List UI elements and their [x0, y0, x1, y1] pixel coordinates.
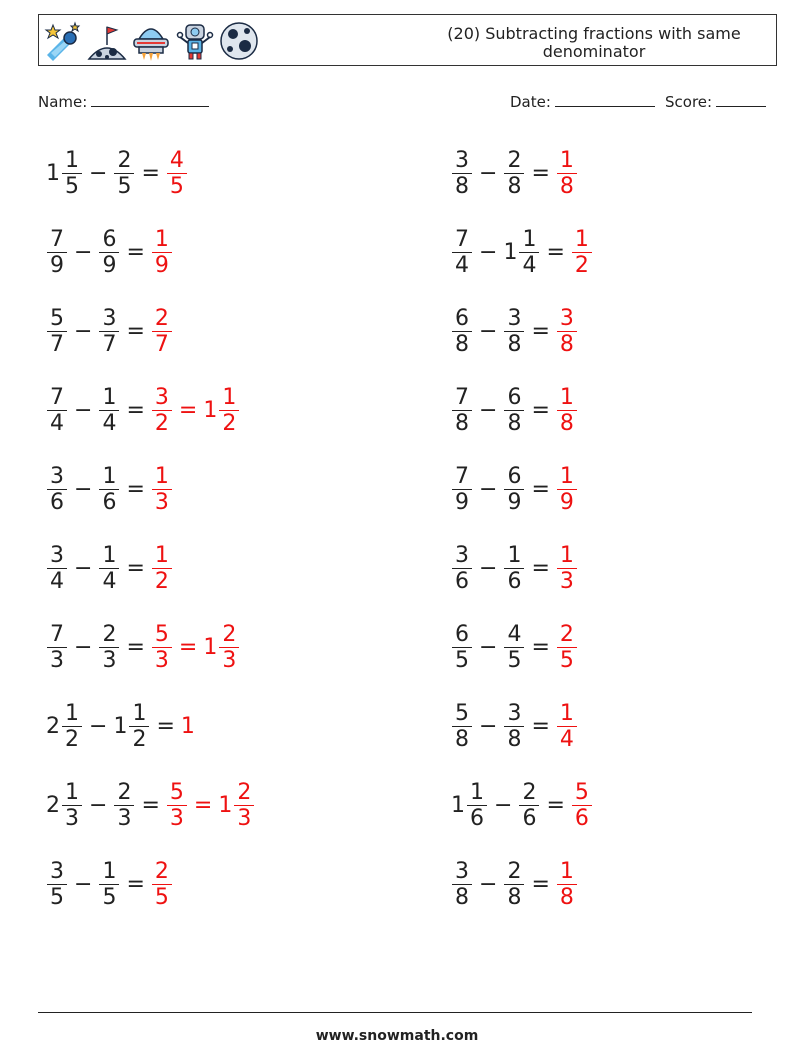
answer-numerator: 3: [559, 305, 574, 331]
mixed-answer-numerator: 2: [237, 779, 252, 805]
answer: [151, 385, 240, 436]
answer-denominator: 2: [574, 252, 589, 278]
planet-icon: [219, 19, 259, 63]
subtrahend-numerator: 1: [102, 463, 117, 489]
comet-icon: [43, 19, 83, 63]
answer-denominator: 3: [559, 568, 574, 594]
minus-sign: −: [479, 476, 498, 502]
answer: [556, 148, 578, 199]
answer: [556, 306, 578, 357]
answer: [166, 148, 188, 199]
minuend-fraction: [47, 859, 67, 910]
date-blank[interactable]: [555, 92, 655, 107]
minuend-denominator: 4: [455, 252, 469, 278]
minuend-denominator: 5: [65, 173, 79, 199]
mixed-answer-whole: 1: [203, 397, 218, 423]
score-label: Score:: [665, 93, 713, 111]
subtrahend-numerator: 3: [507, 305, 522, 331]
problem-item: [451, 617, 578, 677]
answer-denominator: 3: [154, 489, 169, 515]
footer-divider: [38, 1012, 752, 1013]
minuend-fraction: [452, 859, 472, 910]
problem-item: [46, 143, 188, 203]
answer-numerator: 1: [154, 226, 169, 252]
minus-sign: −: [479, 160, 498, 186]
answer: [571, 227, 593, 278]
name-field[interactable]: [38, 92, 209, 111]
problem-item: [46, 459, 173, 519]
minus-sign: −: [74, 397, 93, 423]
equals-sign: =: [531, 160, 550, 186]
answer-denominator: 8: [559, 331, 574, 357]
minuend-denominator: 9: [455, 489, 469, 515]
subtrahend-fraction: [519, 780, 539, 831]
minuend-denominator: 3: [50, 647, 64, 673]
minuend-fraction: [47, 543, 67, 594]
subtrahend-numerator: 2: [117, 779, 132, 805]
subtrahend-numerator: 2: [507, 858, 522, 884]
mixed-answer-denominator: 3: [222, 647, 237, 673]
subtrahend-denominator: 4: [102, 568, 117, 594]
equals-sign: =: [531, 318, 550, 344]
answer-numerator: 1: [559, 858, 574, 884]
answer: [556, 464, 578, 515]
equals-sign: =: [126, 555, 145, 581]
answer-numerator: 5: [154, 621, 169, 647]
minuend-denominator: 6: [470, 805, 484, 831]
problem-item: [451, 301, 578, 361]
subtrahend-fraction: [504, 859, 524, 910]
answer-fraction: [557, 622, 577, 673]
minuend-whole: 1: [46, 160, 60, 186]
answer-denominator: 8: [559, 884, 574, 910]
answer-fraction: [152, 859, 172, 910]
mixed-answer-numerator: 1: [222, 384, 237, 410]
answer-numerator: 1: [559, 463, 574, 489]
minus-sign: −: [479, 397, 498, 423]
subtrahend-fraction: [504, 306, 524, 357]
problem-item: [451, 775, 593, 835]
answer-equals-sign: =: [193, 792, 213, 818]
minuend-numerator: 7: [455, 384, 469, 410]
equals-sign: =: [531, 555, 550, 581]
subtrahend-denominator: 7: [102, 331, 117, 357]
subtrahend-numerator: 1: [522, 226, 537, 252]
subtrahend-denominator: 4: [102, 410, 117, 436]
answer-fraction: [152, 227, 172, 278]
answer: [556, 385, 578, 436]
answer-denominator: 6: [574, 805, 589, 831]
mixed-answer-whole: 1: [218, 792, 233, 818]
minus-sign: −: [74, 476, 93, 502]
problem-item: [451, 854, 578, 914]
subtrahend-fraction: [99, 306, 119, 357]
subtrahend-fraction: [504, 464, 524, 515]
minus-sign: −: [479, 239, 498, 265]
subtrahend-denominator: 3: [102, 647, 117, 673]
problem-item: [46, 696, 196, 756]
problem-item: [46, 538, 173, 598]
answer-numerator: 1: [559, 147, 574, 173]
answer-denominator: 5: [154, 884, 169, 910]
answer-fraction: [572, 780, 592, 831]
equals-sign: =: [546, 792, 565, 818]
answer-numerator: 1: [559, 542, 574, 568]
subtrahend-denominator: 5: [507, 647, 522, 673]
minuend-whole: 1: [451, 792, 465, 818]
answer-numerator: 5: [574, 779, 589, 805]
minuend-fraction: [452, 227, 472, 278]
equals-sign: =: [126, 871, 145, 897]
answer-fraction: [557, 385, 577, 436]
minuend-fraction: [467, 780, 487, 831]
minuend-numerator: 1: [65, 147, 79, 173]
subtrahend-fraction: [99, 859, 119, 910]
subtrahend-numerator: 1: [132, 700, 147, 726]
subtrahend-denominator: 8: [507, 331, 522, 357]
minuend-fraction: [47, 464, 67, 515]
answer-numerator: 4: [169, 147, 184, 173]
minuend-fraction: [62, 701, 82, 752]
minuend-numerator: 3: [50, 542, 64, 568]
problem-item: [451, 380, 578, 440]
minuend-numerator: 6: [455, 621, 469, 647]
minuend-denominator: 2: [65, 726, 79, 752]
problem-item: [46, 617, 240, 677]
minuend-denominator: 6: [455, 568, 469, 594]
subtrahend-numerator: 1: [102, 542, 117, 568]
subtrahend-numerator: 6: [507, 463, 522, 489]
equals-sign: =: [126, 239, 145, 265]
problem-item: [451, 143, 578, 203]
subtrahend-fraction: [504, 148, 524, 199]
answer-denominator: 4: [559, 726, 574, 752]
minuend-denominator: 8: [455, 726, 469, 752]
minuend-fraction: [47, 227, 67, 278]
problem-item: [451, 222, 593, 282]
answer-fraction: [572, 227, 592, 278]
answer-numerator: 2: [559, 621, 574, 647]
minuend-denominator: 8: [455, 884, 469, 910]
minuend-denominator: 6: [50, 489, 64, 515]
subtrahend-fraction: [129, 701, 149, 752]
name-label: Name:: [38, 93, 88, 111]
subtrahend-numerator: 6: [102, 226, 117, 252]
problem-item: [46, 854, 173, 914]
answer-fraction: [152, 306, 172, 357]
equals-sign: =: [531, 397, 550, 423]
minuend-fraction: [62, 148, 82, 199]
worksheet-title: (20) Subtracting fractions with same denominator: [447, 24, 741, 61]
answer-fraction: [557, 306, 577, 357]
date-field[interactable]: [510, 92, 655, 111]
minuend-denominator: 8: [455, 173, 469, 199]
minuend-numerator: 7: [455, 463, 469, 489]
equals-sign: =: [531, 634, 550, 660]
equals-sign: =: [531, 476, 550, 502]
answer-fraction: [557, 464, 577, 515]
equals-sign: =: [126, 476, 145, 502]
subtrahend-whole: 1: [113, 713, 128, 739]
subtrahend-fraction: [99, 543, 119, 594]
answer: [181, 714, 196, 739]
ufo-icon: [131, 19, 171, 63]
answer: [151, 859, 173, 910]
mixed-answer-fraction: [234, 780, 254, 831]
equals-sign: =: [531, 871, 550, 897]
subtrahend-denominator: 2: [132, 726, 147, 752]
answer-denominator: 3: [154, 647, 169, 673]
minus-sign: −: [74, 634, 93, 660]
subtrahend-numerator: 2: [117, 147, 132, 173]
minuend-fraction: [452, 148, 472, 199]
answer-numerator: 3: [154, 384, 169, 410]
answer: [151, 464, 173, 515]
minuend-denominator: 8: [455, 410, 469, 436]
problem-item: [46, 775, 255, 835]
equals-sign: =: [546, 239, 565, 265]
score-blank[interactable]: [716, 92, 766, 107]
minuend-numerator: 3: [455, 542, 469, 568]
robot-icon: [175, 19, 215, 63]
minuend-numerator: 7: [455, 226, 469, 252]
minuend-numerator: 3: [455, 147, 469, 173]
minus-sign: −: [479, 713, 498, 739]
minuend-fraction: [452, 543, 472, 594]
answer-denominator: 5: [559, 647, 574, 673]
minus-sign: −: [74, 555, 93, 581]
minuend-numerator: 1: [65, 700, 79, 726]
subtrahend-fraction: [114, 780, 134, 831]
subtrahend-numerator: 2: [102, 621, 117, 647]
problem-item: [451, 459, 578, 519]
mixed-answer-fraction: [219, 622, 239, 673]
answer-fraction: [152, 464, 172, 515]
header-icons: [43, 19, 259, 63]
minuend-denominator: 9: [50, 252, 64, 278]
minus-sign: −: [89, 792, 108, 818]
minus-sign: −: [89, 713, 108, 739]
subtrahend-fraction: [504, 701, 524, 752]
problem-item: [46, 301, 173, 361]
subtrahend-denominator: 8: [507, 173, 522, 199]
problem-item: [451, 538, 578, 598]
subtrahend-fraction: [504, 543, 524, 594]
minuend-fraction: [452, 306, 472, 357]
mixed-answer-whole: 1: [203, 634, 218, 660]
score-field[interactable]: [665, 92, 766, 111]
minuend-fraction: [47, 306, 67, 357]
minus-sign: −: [479, 871, 498, 897]
minuend-whole: 2: [46, 713, 60, 739]
worksheet-header: [38, 14, 777, 66]
subtrahend-fraction: [99, 464, 119, 515]
answer-numerator: 1: [154, 542, 169, 568]
answer: [151, 543, 173, 594]
minuend-numerator: 5: [50, 305, 64, 331]
subtrahend-denominator: 9: [102, 252, 117, 278]
subtrahend-numerator: 3: [102, 305, 117, 331]
subtrahend-numerator: 1: [102, 384, 117, 410]
equals-sign: =: [141, 160, 160, 186]
minus-sign: −: [494, 792, 513, 818]
minuend-denominator: 4: [50, 410, 64, 436]
subtrahend-fraction: [519, 227, 539, 278]
minus-sign: −: [479, 555, 498, 581]
minuend-numerator: 7: [50, 384, 64, 410]
answer: [166, 780, 255, 831]
minuend-fraction: [47, 385, 67, 436]
moon-flag-icon: [87, 19, 127, 63]
minuend-fraction: [452, 464, 472, 515]
answer-fraction: [167, 780, 187, 831]
subtrahend-denominator: 8: [507, 726, 522, 752]
answer: [151, 622, 240, 673]
minuend-whole: 2: [46, 792, 60, 818]
subtrahend-fraction: [99, 227, 119, 278]
problem-item: [46, 222, 173, 282]
equals-sign: =: [126, 318, 145, 344]
subtrahend-fraction: [504, 622, 524, 673]
minuend-fraction: [452, 385, 472, 436]
minuend-denominator: 7: [50, 331, 64, 357]
subtrahend-numerator: 1: [102, 858, 117, 884]
answer-denominator: 8: [559, 173, 574, 199]
answer-denominator: 5: [169, 173, 184, 199]
answer: [151, 227, 173, 278]
equals-sign: =: [156, 713, 175, 739]
minuend-denominator: 3: [65, 805, 79, 831]
answer-denominator: 3: [169, 805, 184, 831]
minuend-denominator: 5: [455, 647, 469, 673]
subtrahend-denominator: 6: [102, 489, 117, 515]
mixed-answer-denominator: 3: [237, 805, 252, 831]
answer-fraction: [167, 148, 187, 199]
answer-numerator: 5: [169, 779, 184, 805]
minuend-fraction: [47, 622, 67, 673]
answer-fraction: [152, 385, 172, 436]
subtrahend-denominator: 5: [117, 173, 132, 199]
answer: [571, 780, 593, 831]
subtrahend-denominator: 5: [102, 884, 117, 910]
answer-numerator: 1: [559, 700, 574, 726]
answer-denominator: 8: [559, 410, 574, 436]
subtrahend-denominator: 6: [522, 805, 537, 831]
answer-fraction: [557, 859, 577, 910]
answer: [556, 701, 578, 752]
answer-numerator: 2: [154, 305, 169, 331]
subtrahend-numerator: 4: [507, 621, 522, 647]
mixed-answer-numerator: 2: [222, 621, 237, 647]
subtrahend-denominator: 6: [507, 568, 522, 594]
minuend-denominator: 5: [50, 884, 64, 910]
answer: [556, 622, 578, 673]
problem-item: [451, 696, 578, 756]
answer-numerator: 1: [154, 463, 169, 489]
minuend-fraction: [452, 701, 472, 752]
minuend-numerator: 3: [455, 858, 469, 884]
minuend-numerator: 3: [50, 463, 64, 489]
footer-url: www.snowmath.com: [315, 1028, 479, 1044]
minus-sign: −: [479, 318, 498, 344]
subtrahend-denominator: 9: [507, 489, 522, 515]
minuend-fraction: [62, 780, 82, 831]
minus-sign: −: [479, 634, 498, 660]
answer-denominator: 9: [154, 252, 169, 278]
answer-denominator: 2: [154, 568, 169, 594]
minuend-numerator: 5: [455, 700, 469, 726]
answer-fraction: [557, 701, 577, 752]
subtrahend-numerator: 2: [522, 779, 537, 805]
minuend-numerator: 3: [50, 858, 64, 884]
minuend-denominator: 4: [50, 568, 64, 594]
answer-whole: 1: [180, 713, 195, 739]
answer-denominator: 7: [154, 331, 169, 357]
problem-item: [46, 380, 240, 440]
subtrahend-numerator: 6: [507, 384, 522, 410]
answer: [556, 543, 578, 594]
answer-denominator: 9: [559, 489, 574, 515]
subtrahend-fraction: [99, 385, 119, 436]
answer: [556, 859, 578, 910]
answer-equals-sign: =: [178, 634, 198, 660]
subtrahend-fraction: [504, 385, 524, 436]
subtrahend-denominator: 4: [522, 252, 537, 278]
equals-sign: =: [126, 634, 145, 660]
subtrahend-fraction: [114, 148, 134, 199]
mixed-answer-fraction: [219, 385, 239, 436]
equals-sign: =: [126, 397, 145, 423]
minuend-numerator: 7: [50, 621, 64, 647]
minuend-numerator: 1: [470, 779, 484, 805]
answer-equals-sign: =: [178, 397, 198, 423]
subtrahend-fraction: [99, 622, 119, 673]
answer-fraction: [557, 543, 577, 594]
mixed-answer-denominator: 2: [222, 410, 237, 436]
subtrahend-denominator: 3: [117, 805, 132, 831]
answer-numerator: 1: [559, 384, 574, 410]
answer-numerator: 2: [154, 858, 169, 884]
subtrahend-numerator: 1: [507, 542, 522, 568]
minuend-numerator: 1: [65, 779, 79, 805]
date-label: Date:: [510, 93, 551, 111]
minus-sign: −: [74, 318, 93, 344]
subtrahend-numerator: 3: [507, 700, 522, 726]
minuend-denominator: 8: [455, 331, 469, 357]
answer-fraction: [557, 148, 577, 199]
subtrahend-numerator: 2: [507, 147, 522, 173]
name-blank[interactable]: [91, 92, 209, 107]
minus-sign: −: [74, 871, 93, 897]
subtrahend-whole: 1: [503, 239, 518, 265]
answer-fraction: [152, 543, 172, 594]
minus-sign: −: [89, 160, 108, 186]
answer-denominator: 2: [154, 410, 169, 436]
minuend-fraction: [452, 622, 472, 673]
minuend-numerator: 7: [50, 226, 64, 252]
answer-fraction: [152, 622, 172, 673]
answer: [151, 306, 173, 357]
minuend-numerator: 6: [455, 305, 469, 331]
subtrahend-denominator: 8: [507, 884, 522, 910]
answer-numerator: 1: [574, 226, 589, 252]
subtrahend-denominator: 8: [507, 410, 522, 436]
equals-sign: =: [531, 713, 550, 739]
minus-sign: −: [74, 239, 93, 265]
equals-sign: =: [141, 792, 160, 818]
